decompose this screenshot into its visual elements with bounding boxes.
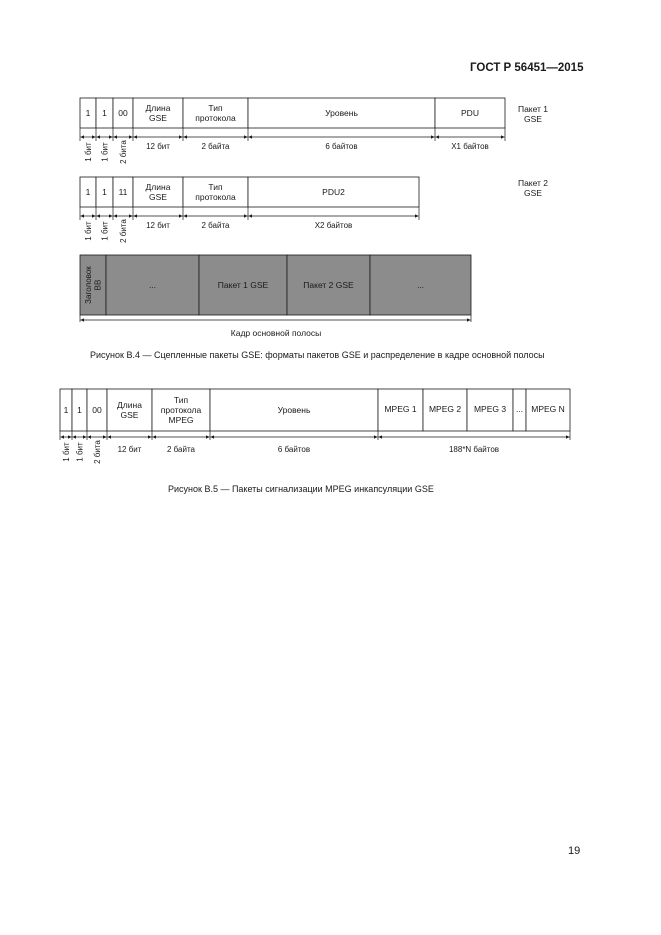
page-number: 19 [568, 845, 581, 857]
packet-1-label: Пакет 1 GSE [517, 104, 549, 124]
frame-label: Кадр основной полосы [230, 327, 322, 338]
size-label: 2 бита [118, 140, 128, 164]
field-label: 1 [63, 404, 69, 415]
frame-cell-label: Пакет 2 GSE [303, 279, 354, 290]
field-label: 1 [85, 186, 91, 197]
field-label: Уровень [277, 404, 311, 415]
field-label: MPEG N [531, 403, 565, 414]
size-label: 12 бит [146, 141, 170, 151]
size-label: X1 байтов [451, 141, 489, 151]
frame-cell-label: ... [416, 279, 425, 290]
frame-header-label: ЗаголовокBB [84, 266, 103, 304]
packet-2-label: Пакет 2 GSE [517, 178, 549, 198]
field-label: 00 [92, 404, 102, 415]
size-label: 1 бит [100, 221, 110, 241]
frame-cell-label: Пакет 1 GSE [217, 279, 269, 290]
size-label: 1 бит [83, 221, 93, 241]
field-label: PDU [461, 107, 479, 118]
size-label: 1 бит [100, 142, 110, 162]
size-label: 2 байта [201, 220, 230, 230]
field-label: Длина GSE [145, 103, 171, 123]
field-label: PDU2 [322, 186, 345, 197]
field-label: Тип протокола [195, 182, 236, 202]
figure-b4-diagram [80, 98, 548, 338]
field-label: MPEG 3 [473, 403, 507, 414]
frame-cell-label: ... [148, 279, 157, 290]
field-label: 1 [102, 186, 107, 197]
size-label: 1 бит [75, 442, 85, 462]
size-label: 1 бит [61, 442, 71, 462]
field-label: ... [515, 403, 524, 414]
size-label: 6 байтов [277, 444, 311, 454]
size-label: 2 байта [201, 141, 230, 151]
field-label: 1 [85, 107, 91, 118]
size-label: 12 бит [146, 220, 170, 230]
field-label: Длина GSE [117, 400, 142, 420]
document-code: ГОСТ Р 56451—2015 [470, 62, 584, 74]
field-label: MPEG 2 [428, 403, 462, 414]
field-label: 1 [102, 107, 107, 118]
figure-b5-diagram [60, 389, 570, 464]
size-label: 12 бит [117, 444, 142, 454]
size-label: 2 бита [92, 440, 102, 464]
field-label: Тип протокола [195, 103, 236, 123]
field-label: Тип протокола MPEG [160, 395, 202, 425]
field-label: 11 [118, 186, 128, 197]
size-label: 2 байта [166, 444, 196, 454]
size-label: 6 байтов [325, 141, 358, 151]
size-label: 188*N байтов [448, 444, 500, 454]
field-label: Длина GSE [145, 182, 171, 202]
field-label: 00 [118, 107, 128, 118]
figure-b5-caption: Рисунок В.5 — Пакеты сигнализации MPEG инкапсуляции GSE [168, 484, 434, 494]
figure-b4-caption: Рисунок В.4 — Сцепленные пакеты GSE: форматы пакетов GSE и распределение в кадре основной полосы [90, 350, 545, 360]
size-label: 1 бит [83, 142, 93, 162]
field-label: 1 [77, 404, 82, 415]
size-label: X2 байтов [314, 220, 353, 230]
size-label: 2 бита [118, 219, 128, 243]
field-label: Уровень [325, 107, 358, 118]
field-label: MPEG 1 [384, 403, 417, 414]
